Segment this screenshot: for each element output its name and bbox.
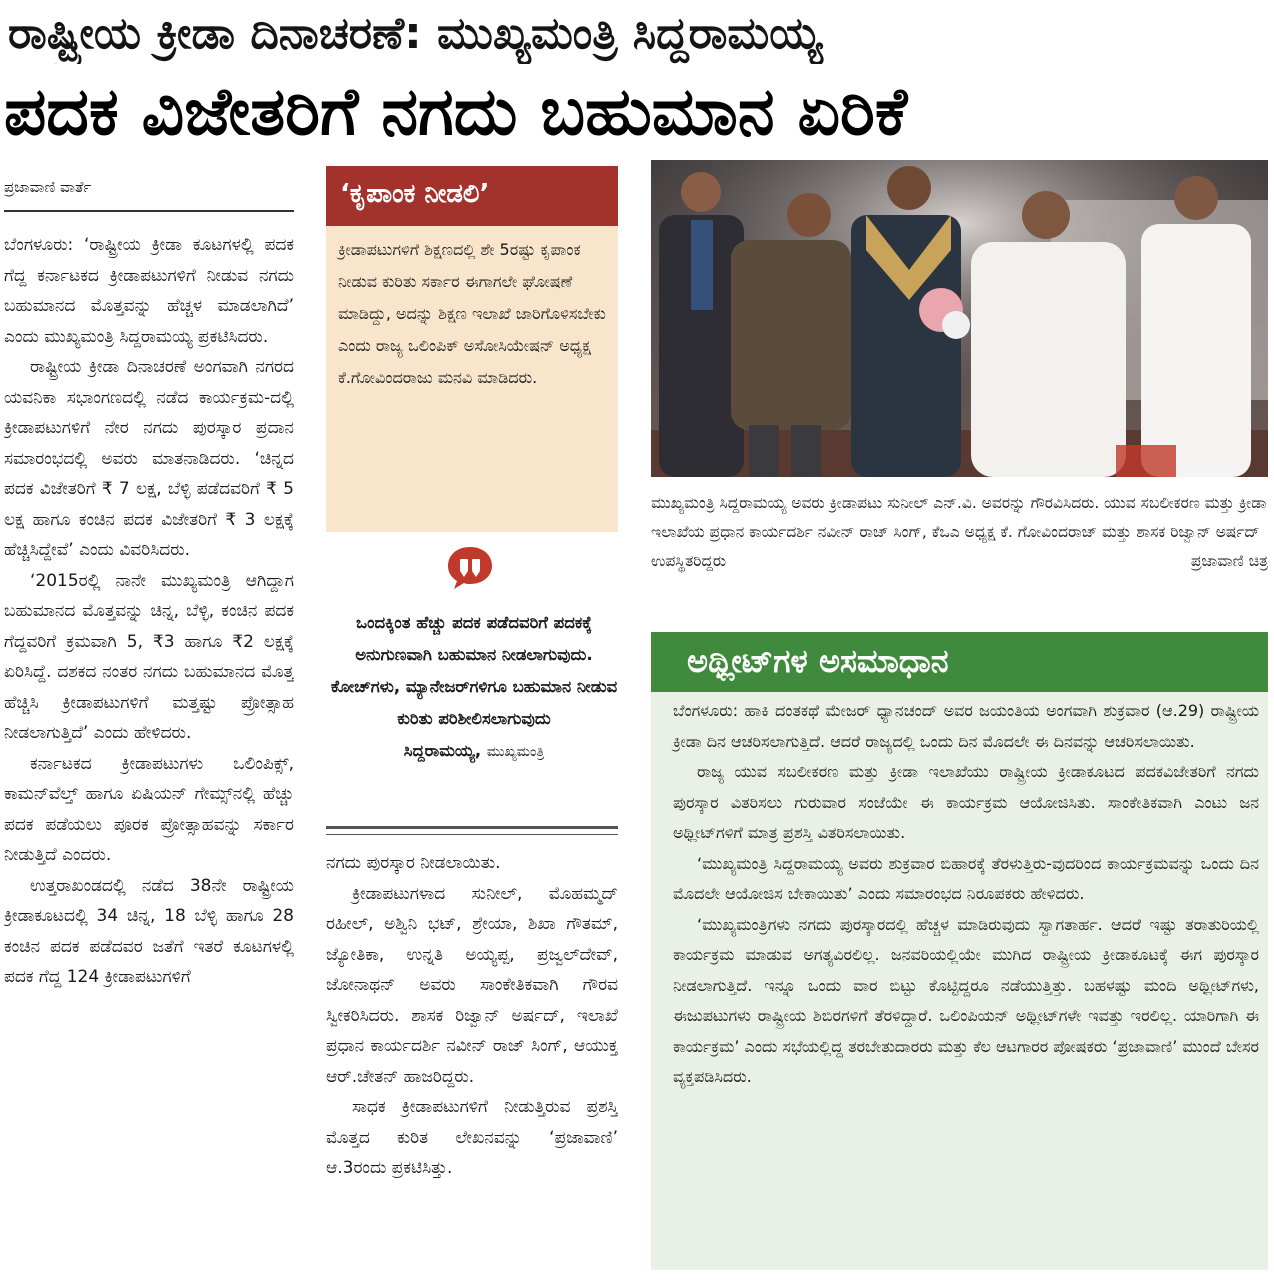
paragraph: ಬೆಂಗಳೂರು: ‘ರಾಷ್ಟ್ರೀಯ ಕ್ರೀಡಾ ಕೂಟಗಳಲ್ಲಿ ಪದಕ ಗೆದ್ದ ಕರ್ನಾಟಕದ ಕ್ರೀಡಾಪಟುಗಳಿಗೆ ನೀಡುವ ನಗದು ಬಹುಮಾನದ ಮೊತ್ತವನ್ನು ಹೆಚ್ಚಳ ಮಾಡಲಾಗಿದೆ’ ಎಂದು ಮುಖ್ಯಮಂತ್ರಿ ಸಿದ್ದರಾಮಯ್ಯ ಪ್ರಕಟಿಸಿದರು. (4, 235, 294, 347)
article-column-1 (4, 230, 294, 1276)
pull-quote-attribution-title: ಮುಖ್ಯಮಂತ್ರಿ (486, 744, 545, 760)
paragraph: ‘ಮುಖ್ಯಮಂತ್ರಿಗಳು ನಗದು ಪುರಸ್ಕಾರದಲ್ಲಿ ಹೆಚ್ಚಳ ಮಾಡಿರುವುದು ಸ್ವಾಗತಾರ್ಹ. ಆದರೆ ಇಷ್ಟು ತರಾತುರಿಯಲ್ಲಿ ಕಾರ್ಯಕ್ರಮ ಮಾಡುವ ಅಗತ್ಯವಿರಲಿಲ್ಲ. ಜನವರಿಯಲ್ಲಿಯೇ ಮುಗಿದ ರಾಷ್ಟ್ರೀಯ ಕ್ರೀಡಾಕೂಟಕ್ಕೆ ಈಗ ಪುರಸ್ಕಾರ ನೀಡಲಾಗುತ್ತಿದೆ. ಇನ್ನೂ ಒಂದು ವಾರ ಬಿಟ್ಟು ಕೊಟ್ಟಿದ್ದರೂ ನಡೆಯುತ್ತಿತ್ತು. ಬಹಳಷ್ಟು ಮಂದಿ ಅಥ್ಲೀಟ್‌ಗಳು, ಈಜುಪಟುಗಳು ರಾಷ್ಟ್ರೀಯ ಶಿಬಿರಗಳಿಗೆ ತೆರಳಿದ್ದಾರೆ. ಒಲಿಂಪಿಯನ್ ಅಥ್ಲೀಟ್‌ಗಳೇ ಇವತ್ತು ಇರಲಿಲ್ಲ. ಯಾರಿಗಾಗಿ ಈ ಕಾರ್ಯಕ್ರಮ’ ಎಂದು ಸಭೆಯಲ್ಲಿದ್ದ ತರಬೇತುದಾರರು ಮತ್ತು ಕೆಲ ಆಟಗಾರರ ಪೋಷಕರು ‘ಪ್ರಜಾವಾಣಿ’ ಮುಂದೆ ಬೇಸರ ವ್ಯಕ್ತಪಡಿಸಿದರು. (673, 914, 1259, 1086)
paragraph: ಕ್ರೀಡಾಪಟುಗಳಾದ ಸುನೀಲ್‌, ಮೊಹಮ್ಮದ್‌ ರಹೀಲ್‌, ಅಶ್ವಿನಿ ಭಟ್‌, ಶ್ರೇಯಾ, ಶಿಖಾ ಗೌತಮ್‌, ಜ್ಯೋತಿಕಾ, ಉನ್ನತಿ ಅಯ್ಯಪ್ಪ, ಪ್ರಜ್ವಲ್‌ದೇವ್‌, ಜೋನಾಥನ್‌ ಅವರು ಸಾಂಕೇತಿಕವಾಗಿ ಗೌರವ ಸ್ವೀಕರಿಸಿದರು. ಶಾಸಕ ರಿಜ್ವಾನ್‌ ಅರ್ಷದ್‌, ಇಲಾಖೆ ಪ್ರಧಾನ ಕಾರ್ಯದರ್ಶಿ ನವೀನ್‌ ರಾಜ್‌ ಸಿಂಗ್‌, ಆಯುಕ್ತ ಆರ್‌.ಚೇತನ್‌ ಹಾಜರಿದ್ದರು. (326, 883, 618, 1087)
photo-caption-text: ಮುಖ್ಯಮಂತ್ರಿ ಸಿದ್ದರಾಮಯ್ಯ ಅವರು ಕ್ರೀಡಾಪಟು ಸುನೀಲ್ ಎನ್‌.ವಿ. ಅವರನ್ನು ಗೌರವಿಸಿದರು. ಯುವ ಸಬಲೀಕರಣ ಮತ್ತು ಕ್ರೀಡಾ ಇಲಾಖೆಯ ಪ್ರಧಾನ ಕಾರ್ಯದರ್ಶಿ ನವೀನ್ ರಾಜ್ ಸಿಂಗ್, ಕೆಒಎ ಅಧ್ಯಕ್ಷ ಕೆ. ಗೋವಿಂದರಾಜ್ ಮತ್ತು ಶಾಸಕ ರಿಜ್ವಾನ್ ಅರ್ಷದ್ ಉಪಸ್ಥಿತರಿದ್ದರು (651, 494, 1267, 570)
photo-credit: ಪ್ರಜಾವಾಣಿ ಚಿತ್ರ (1190, 552, 1268, 570)
sidebar-box-body: ಕ್ರೀಡಾಪಟುಗಳಿಗೆ ಶಿಕ್ಷಣದಲ್ಲಿ ಶೇ 5ರಷ್ಟು ಕೃಪಾಂಕ ನೀಡುವ ಕುರಿತು ಸರ್ಕಾರ ಈಗಾಗಲೇ ಘೋಷಣೆ ಮಾಡಿದ್ದು, ಅದನ್ನು ಶಿಕ್ಷಣ ಇಲಾಖೆ ಜಾರಿಗೊಳಿಸಬೇಕು ಎಂದು ರಾಜ್ಯ ಒಲಿಂಪಿಕ್‌ ಅಸೋಸಿಯೇಷನ್‌ ಅಧ್ಯಕ್ಷ ಕೆ.ಗೋವಿಂದರಾಜು ಮನವಿ ಮಾಡಿದರು. (338, 240, 606, 387)
kicker-headline: ರಾಷ್ಟ್ರೀಯ ಕ್ರೀಡಾ ದಿನಾಚರಣೆ: ಮುಖ್ಯಮಂತ್ರಿ ಸಿದ್ದರಾಮಯ್ಯ (8, 8, 823, 59)
pull-quote-attribution-name: ಸಿದ್ದರಾಮಯ್ಯ, (403, 741, 482, 760)
athletes-displeasure-box (651, 632, 1268, 1270)
athletes-box-body (673, 696, 1259, 1093)
athletes-box-title: ಅಥ್ಲೀಟ್‌ಗಳ ಅಸಮಾಧಾನ (651, 632, 1268, 692)
paragraph: ಸಾಧಕ ಕ್ರೀಡಾಪಟುಗಳಿಗೆ ನೀಡುತ್ತಿರುವ ಪ್ರಶಸ್ತಿ ಮೊತ್ತದ ಕುರಿತ ಲೇಖನವನ್ನು ‘ಪ್ರಜಾವಾಣಿ’ ಆ.3ರಂದು ಪ್ರಕಟಿಸಿತ್ತು. (326, 1097, 618, 1178)
byline: ಪ್ರಜಾವಾಣಿ ವಾರ್ತೆ (4, 172, 294, 212)
pull-quote (330, 607, 618, 768)
paragraph: ನಗದು ಪುರಸ್ಕಾರ ನೀಡಲಾಯಿತು. (326, 853, 501, 873)
sidebar-box-title: ‘ಕೃಪಾಂಕ ನೀಡಲಿ’ (326, 166, 618, 226)
pull-quote-text: ಒಂದಕ್ಕಿಂತ ಹೆಚ್ಚು ಪದಕ ಪಡೆದವರಿಗೆ ಪದಕಕ್ಕೆ ಅನುಗುಣವಾಗಿ ಬಹುಮಾನ ನೀಡಲಾಗುವುದು. ಕೋಚ್‌ಗಳು, ಮ್ಯಾನೇಜರ್‌ಗಳಿಗೂ ಬಹುಮಾನ ನೀಡುವ ಕುರಿತು ಪರಿಶೀಲಿಸಲಾಗುವುದು (330, 613, 618, 728)
paragraph: ‘ಮುಖ್ಯಮಂತ್ರಿ ಸಿದ್ದರಾಮಯ್ಯ ಅವರು ಶುಕ್ರವಾರ ಬಿಹಾರಕ್ಕೆ ತೆರಳುತ್ತಿರು-ವುದರಿಂದ ಕಾರ್ಯಕ್ರಮವನ್ನು ಒಂದು ದಿನ ಮೊದಲೇ ಆಯೋಜಿಸ ಬೇಕಾಯಿತು’ ಎಂದು ಸಮಾರಂಭದ ನಿರೂಪಕರು ಹೇಳಿದರು. (673, 853, 1259, 903)
paragraph: ಬೆಂಗಳೂರು: ಹಾಕಿ ದಂತಕಥೆ ಮೇಜರ್ ಧ್ಯಾನಚಂದ್ ಅವರ ಜಯಂತಿಯ ಅಂಗವಾಗಿ ಶುಕ್ರವಾರ (ಆ.29) ರಾಷ್ಟ್ರೀಯ ಕ್ರೀಡಾ ದಿನ ಆಚರಿಸಲಾಗುತ್ತಿದೆ. ಆದರೆ ರಾಜ್ಯದಲ್ಲಿ ಒಂದು ದಿನ ಮೊದಲೇ ಈ ದಿನವನ್ನು ಆಚರಿಸಲಾಯಿತು. (673, 701, 1259, 751)
photo-caption (651, 489, 1268, 576)
sidebar-box-grace-marks (326, 166, 618, 532)
paragraph: ರಾಷ್ಟ್ರೀಯ ಕ್ರೀಡಾ ದಿನಾಚರಣೆ ಅಂಗವಾಗಿ ನಗರದ ಯವನಿಕಾ ಸಭಾಂಗಣದಲ್ಲಿ ನಡೆದ ಕಾರ್ಯಕ್ರಮ-ದಲ್ಲಿ ಕ್ರೀಡಾಪಟುಗಳಿಗೆ ನೇರ ನಗದು ಪುರಸ್ಕಾರ ಪ್ರದಾನ ಸಮಾರಂಭದಲ್ಲಿ ಅವರು ಮಾತನಾಡಿದರು. ‘ಚಿನ್ನದ ಪದಕ ವಿಜೇತರಿಗೆ ₹ 7 ಲಕ್ಷ, ಬೆಳ್ಳಿ ಪಡೆದವರಿಗೆ ₹ 5 ಲಕ್ಷ ಹಾಗೂ ಕಂಚಿನ ಪದಕ ವಿಜೇತರಿಗೆ ₹ 3 ಲಕ್ಷಕ್ಕೆ ಹೆಚ್ಚಿಸಿದ್ದೇವೆ’ ಎಂದು ವಿವರಿಸಿದರು. (4, 357, 294, 560)
paragraph: ಕರ್ನಾಟಕದ ಕ್ರೀಡಾಪಟುಗಳು ಒಲಿಂಪಿಕ್ಸ್‌, ಕಾಮನ್‌ವೆಲ್ತ್‌ ಹಾಗೂ ಏಷಿಯನ್‌ ಗೇಮ್ಸ್‌ನಲ್ಲಿ ಹೆಚ್ಚು ಪದಕ ಪಡೆಯಲು ಪೂರಕ ಪ್ರೋತ್ಸಾಹವನ್ನು ಸರ್ಕಾರ ನೀಡುತ್ತಿದೆ ಎಂದರು. (4, 753, 294, 865)
news-photo (651, 160, 1268, 477)
article-column-2 (326, 848, 618, 1276)
paragraph: ಉತ್ತರಾಖಂಡದಲ್ಲಿ ನಡೆದ 38ನೇ ರಾಷ್ಟ್ರೀಯ ಕ್ರೀಡಾಕೂಟದಲ್ಲಿ 34 ಚಿನ್ನ, 18 ಬೆಳ್ಳಿ ಹಾಗೂ 28 ಕಂಚಿನ ಪದಕ ಪಡೆದವರ ಜತೆಗೆ ಇತರೆ ಕೂಟಗಳಲ್ಲಿ ಪದಕ ಗೆದ್ದ 124 ಕ್ರೀಡಾಪಟುಗಳಿಗೆ (4, 875, 294, 987)
main-headline: ಪದಕ ವಿಜೇತರಿಗೆ ನಗದು ಬಹುಮಾನ ಏರಿಕೆ (4, 73, 908, 150)
quote-bubble-icon (445, 545, 495, 591)
paragraph: ರಾಜ್ಯ ಯುವ ಸಬಲೀಕರಣ ಮತ್ತು ಕ್ರೀಡಾ ಇಲಾಖೆಯು ರಾಷ್ಟ್ರೀಯ ಕ್ರೀಡಾಕೂಟದ ಪದಕವಿಜೇತರಿಗೆ ನಗದು ಪುರಸ್ಕಾರ ವಿತರಿಸಲು ಗುರುವಾರ ಸಂಜೆಯೇ ಈ ಕಾರ್ಯಕ್ರಮ ಆಯೋಜಿಸಿತು. ಸಾಂಕೇತಿಕವಾಗಿ ಎಂಟು ಜನ ಅಥ್ಲೀಟ್‌ಗಳಿಗೆ ಮಾತ್ರ ಪ್ರಶಸ್ತಿ ವಿತರಿಸಲಾಯಿತು. (673, 762, 1259, 842)
divider (326, 826, 618, 835)
paragraph: ‘2015ರಲ್ಲಿ ನಾನೇ ಮುಖ್ಯಮಂತ್ರಿ ಆಗಿದ್ದಾಗ ಬಹುಮಾನದ ಮೊತ್ತವನ್ನು ಚಿನ್ನ, ಬೆಳ್ಳಿ, ಕಂಚಿನ ಪದಕ ಗೆದ್ದವರಿಗೆ ಕ್ರಮವಾಗಿ 5, ₹3 ಹಾಗೂ ₹2 ಲಕ್ಷಕ್ಕೆ ಏರಿಸಿದ್ದೆ. ದಶಕದ ನಂತರ ನಗದು ಬಹುಮಾನದ ಮೊತ್ತ ಹೆಚ್ಚಿಸಿ ಕ್ರೀಡಾಪಟುಗಳಿಗೆ ಮತ್ತಷ್ಟು ಪ್ರೋತ್ಸಾಹ ನೀಡಲಾಗುತ್ತಿದೆ’ ಎಂದು ಹೇಳಿದರು. (4, 570, 294, 743)
